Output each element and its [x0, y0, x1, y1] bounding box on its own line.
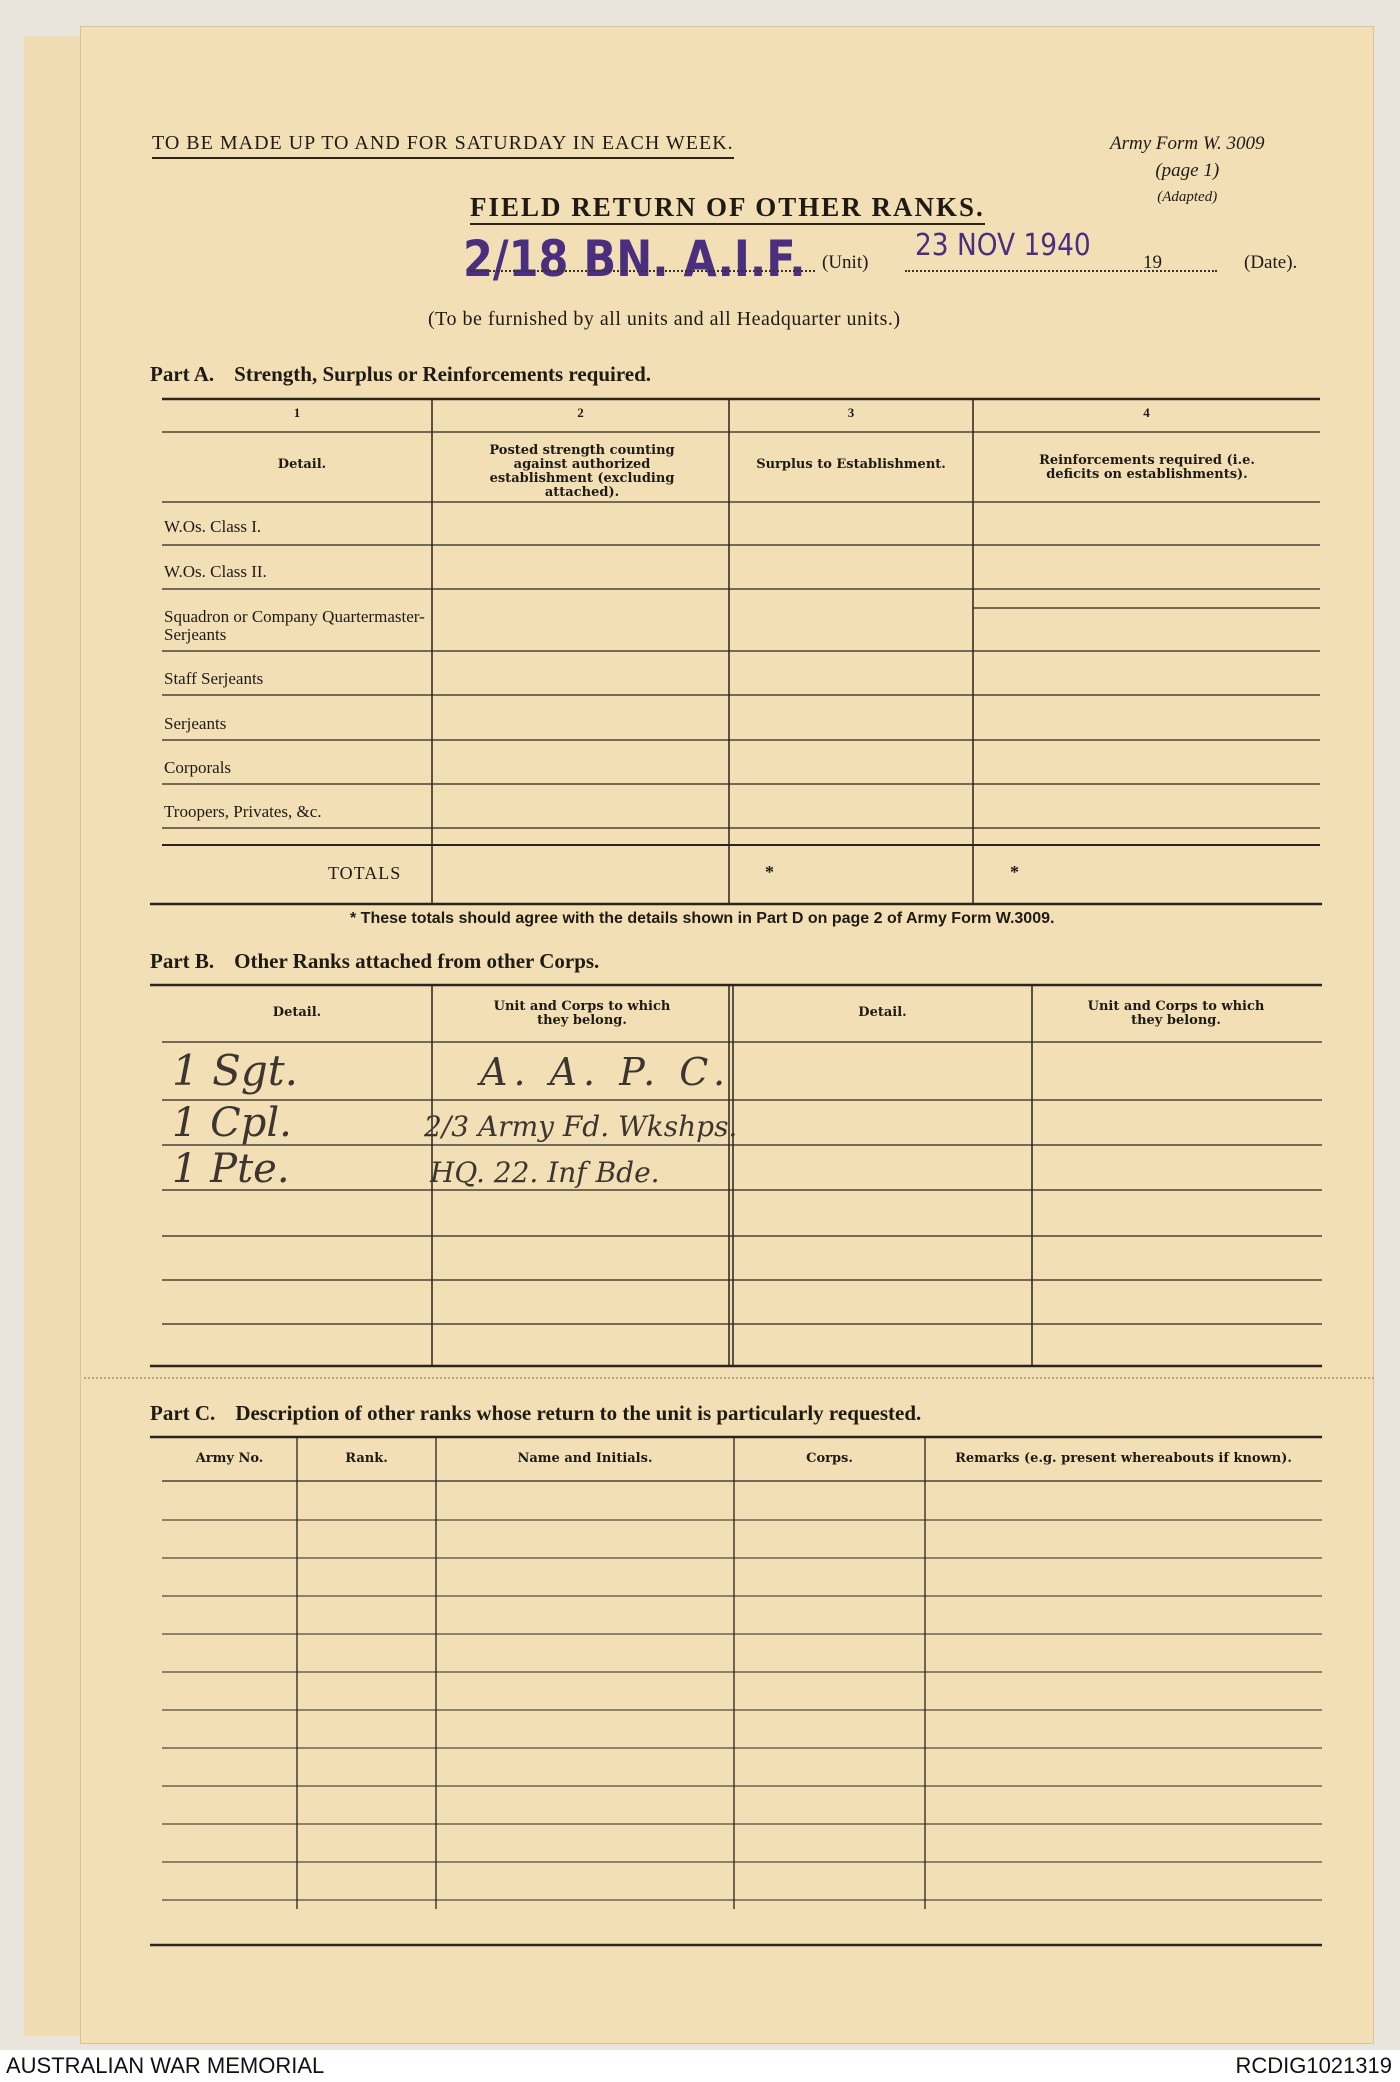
unit-label: (Unit) — [822, 252, 869, 273]
army-form-page: (page 1) — [1155, 160, 1220, 181]
part-c-title: Description of other ranks whose return to the unit is particularly requested. — [235, 1401, 922, 1425]
entry-detail-2: 1 Cpl. — [172, 1100, 292, 1146]
totals-mark-reinforcements: * — [1010, 862, 1019, 882]
row-label-wo-class-1: W.Os. Class I. — [164, 517, 262, 536]
part-a-col-number-4: 4 — [1143, 405, 1150, 420]
part-c-col-head-name: Name and Initials. — [517, 1451, 653, 1466]
unit-stamp: 2/18 BN. A.I.F. — [463, 230, 806, 288]
part-a-label: Part A. — [150, 362, 215, 386]
part-a-col-head-detail: Detail. — [277, 457, 327, 472]
row-label-corporals: Corporals — [164, 758, 232, 777]
part-c-label: Part C. — [150, 1401, 216, 1425]
row-label-privates: Troopers, Privates, &c. — [164, 802, 322, 821]
part-c-col-head-rank: Rank. — [345, 1451, 388, 1466]
archive-footer — [0, 2050, 1400, 2082]
part-c-col-head-remarks: Remarks (e.g. present whereabouts if known). — [955, 1451, 1292, 1466]
part-b-title: Other Ranks attached from other Corps. — [234, 949, 600, 973]
totals-label: TOTALS — [328, 863, 402, 883]
row-label-serjeants: Serjeants — [164, 714, 227, 733]
part-b-col-head-detail-1: Detail. — [272, 1005, 322, 1020]
part-b-col-head-unit-2: Unit and Corps to which they belong. — [1087, 999, 1265, 1028]
row-label-staff-serjeants: Staff Serjeants — [164, 669, 264, 688]
part-a-col-number-1: 1 — [293, 405, 301, 420]
date-stamp: 23 NOV 1940 — [915, 228, 1091, 263]
part-b-label: Part B. — [150, 949, 215, 973]
army-form-number: Army Form W. 3009 — [1110, 133, 1265, 154]
year-prefix: 19 — [1143, 252, 1162, 273]
part-c-col-head-corps: Corps. — [806, 1451, 853, 1466]
totals-mark-surplus: * — [765, 862, 774, 882]
entry-unit-2: 2/3 Army Fd. Wkshps. — [424, 1110, 738, 1143]
part-b-col-head-detail-2: Detail. — [858, 1005, 907, 1020]
furnish-note: (To be furnished by all units and all Headquarter units.) — [428, 308, 901, 330]
part-a-footnote: * These totals should agree with the details shown in Part D on page 2 of Army Form W.3009. — [350, 910, 1055, 927]
header-instruction: TO BE MADE UP TO AND FOR SATURDAY IN EACH WEEK. — [152, 132, 734, 159]
entry-detail-3: 1 Pte. — [172, 1146, 290, 1192]
entry-detail-1: 1 Sgt. — [172, 1046, 298, 1095]
army-form-adapted: (Adapted) — [1157, 189, 1218, 205]
archive-name: AUSTRALIAN WAR MEMORIAL — [6, 2053, 325, 2078]
perforation-fold — [84, 1377, 1374, 1379]
part-a-title: Strength, Surplus or Reinforcements required. — [234, 362, 652, 386]
row-label-cqms: Squadron or Company Quartermaster-Serjeants — [164, 607, 425, 644]
part-a-col-head-surplus: Surplus to Establishment. — [756, 457, 946, 472]
part-a-col-number-2: 2 — [577, 405, 584, 420]
row-label-wo-class-2: W.Os. Class II. — [164, 562, 267, 581]
entry-unit-3: HQ. 22. Inf Bde. — [430, 1156, 660, 1189]
entry-unit-1: A. A. P. C. — [480, 1050, 732, 1094]
part-c-heading — [150, 1401, 921, 1426]
part-b-heading — [150, 949, 599, 974]
form-title: FIELD RETURN OF OTHER RANKS. — [470, 192, 985, 225]
archive-reference: RCDIG1021319 — [1235, 2053, 1392, 2078]
date-label: (Date). — [1244, 252, 1298, 273]
part-a-col-number-3: 3 — [847, 405, 855, 420]
part-a-col-head-reinforcements: Reinforcements required (i.e. deficits on establishments). — [1039, 453, 1255, 482]
part-c-col-head-army-no: Army No. — [195, 1451, 264, 1466]
part-a-col-head-posted: Posted strength counting against authorized establishment (excluding attached). — [489, 443, 675, 500]
part-b-col-head-unit-1: Unit and Corps to which they belong. — [493, 999, 671, 1028]
